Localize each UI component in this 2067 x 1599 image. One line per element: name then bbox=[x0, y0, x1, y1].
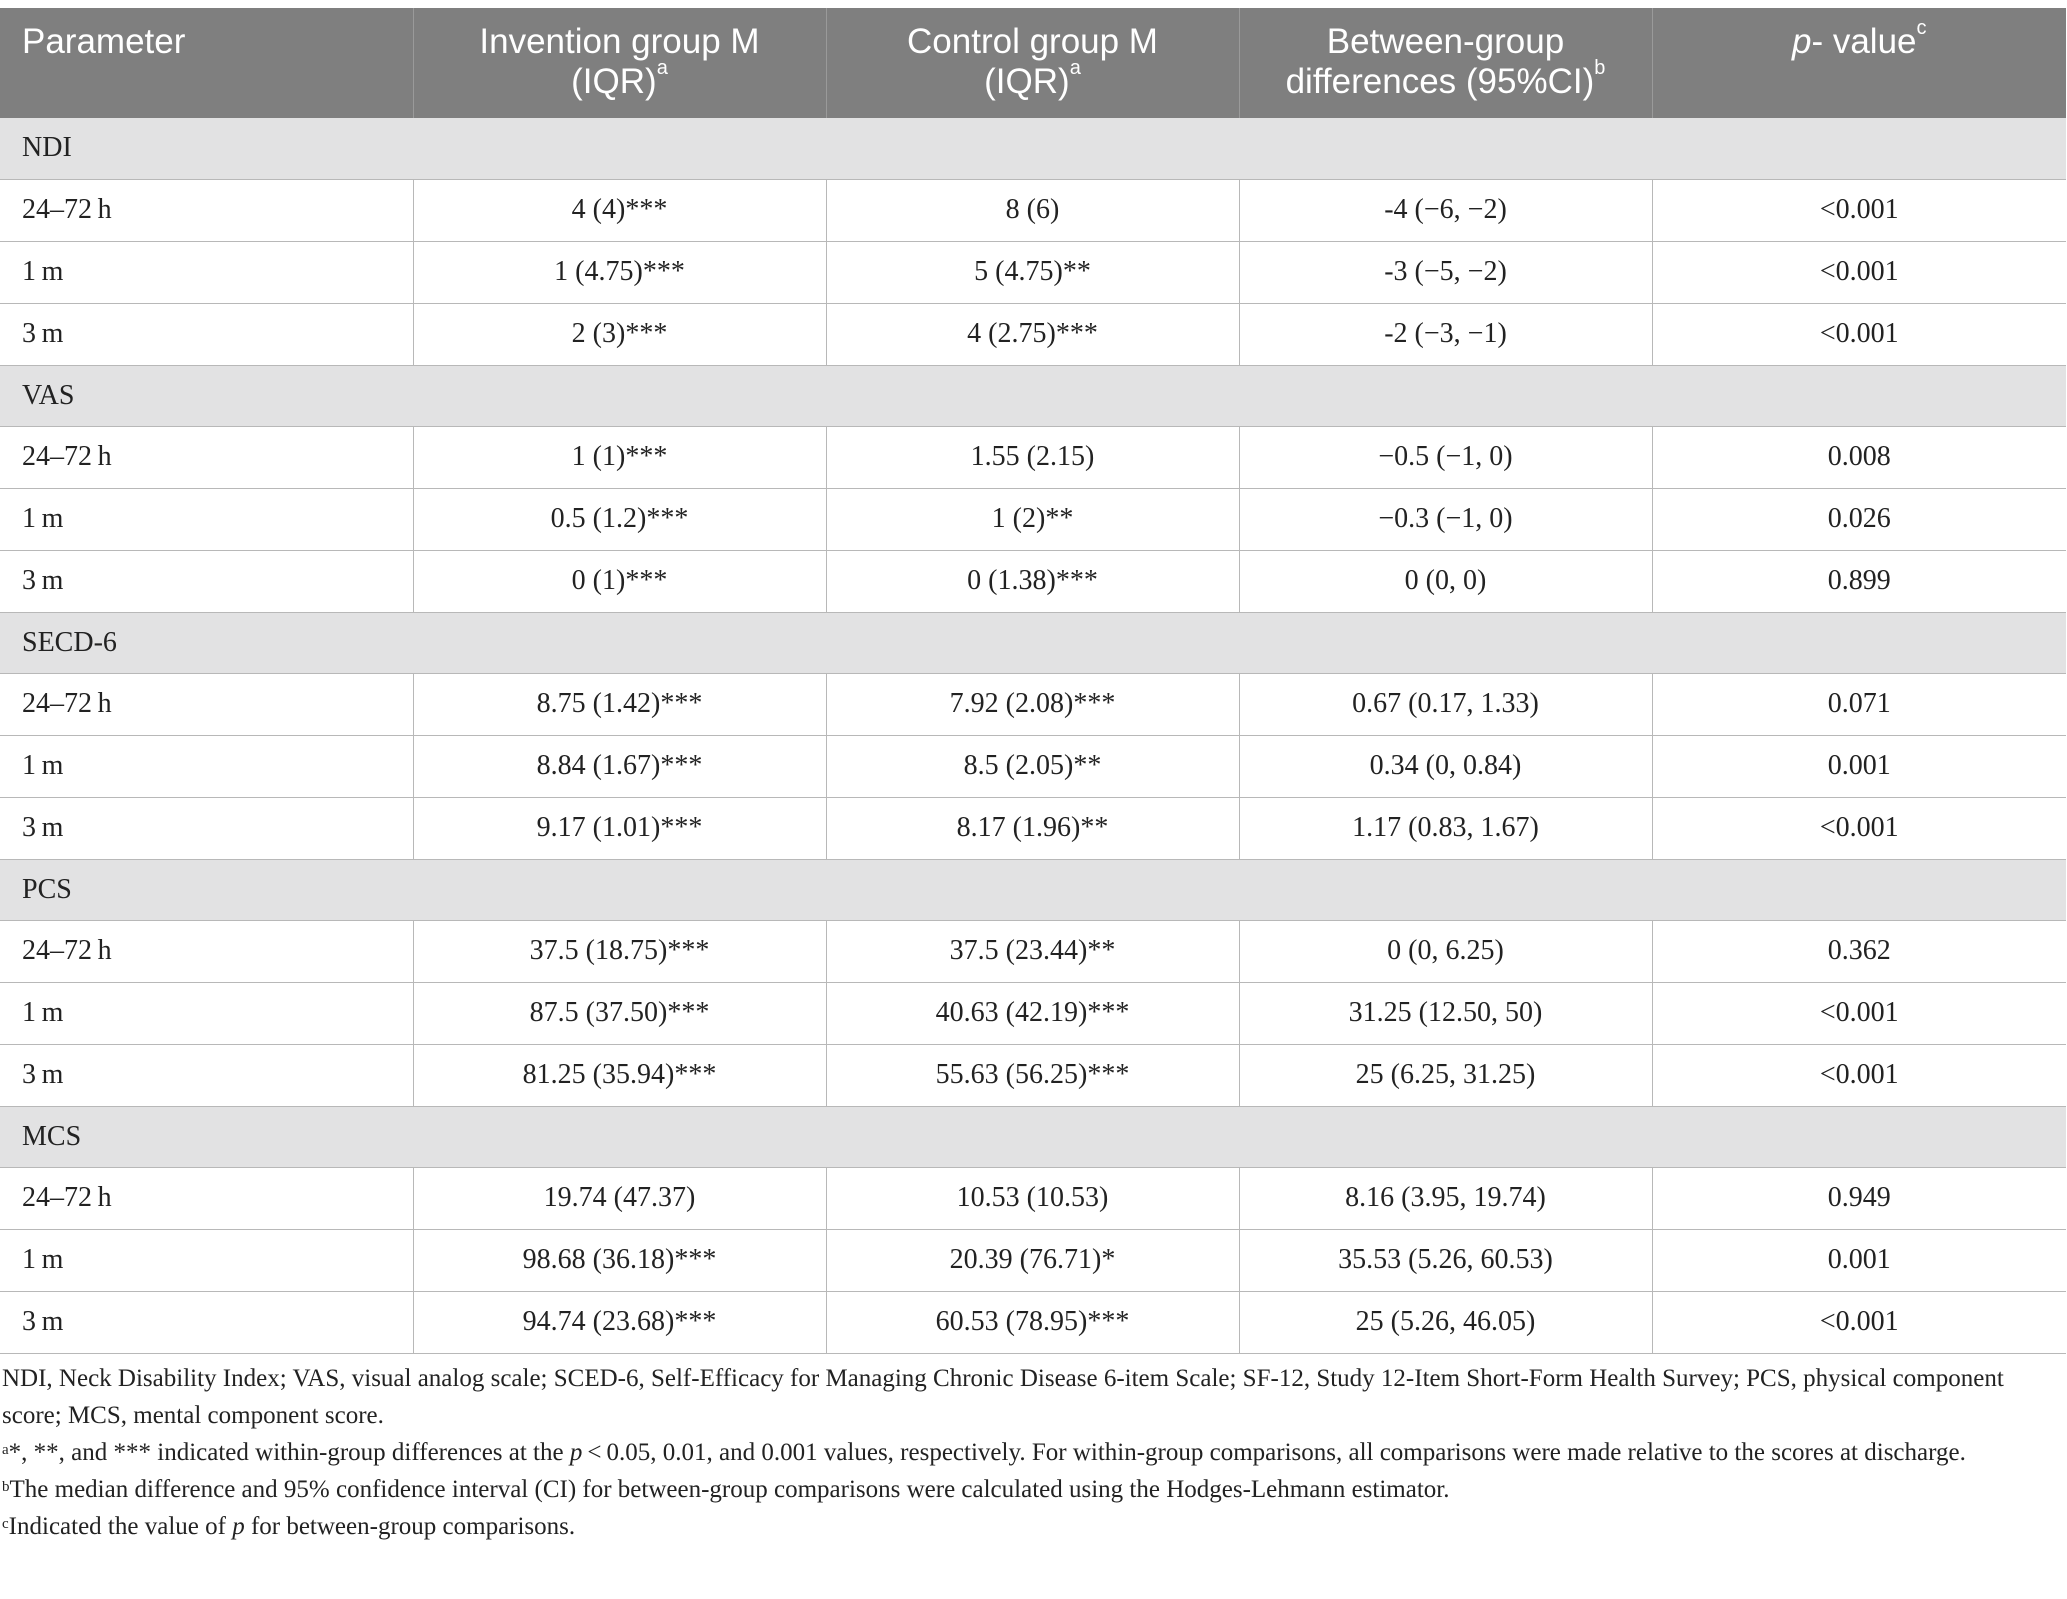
cell-difference: 1.17 (0.83, 1.67) bbox=[1239, 797, 1652, 859]
cell-parameter: 3 m bbox=[0, 797, 413, 859]
cell-p-value: 0.362 bbox=[1652, 920, 2066, 982]
cell-difference: 0 (0, 0) bbox=[1239, 550, 1652, 612]
cell-p-value: 0.001 bbox=[1652, 1229, 2066, 1291]
table-body bbox=[0, 118, 2066, 1353]
cell-difference: −0.5 (−1, 0) bbox=[1239, 426, 1652, 488]
cell-control: 55.63 (56.25)*** bbox=[826, 1044, 1239, 1106]
table-row bbox=[0, 488, 2066, 550]
cell-p-value: <0.001 bbox=[1652, 241, 2066, 303]
table-header bbox=[0, 8, 2066, 118]
cell-control: 40.63 (42.19)*** bbox=[826, 982, 1239, 1044]
cell-control: 1 (2)** bbox=[826, 488, 1239, 550]
table-row bbox=[0, 1044, 2066, 1106]
cell-difference: 25 (6.25, 31.25) bbox=[1239, 1044, 1652, 1106]
table-row bbox=[0, 673, 2066, 735]
section-row bbox=[0, 118, 2066, 179]
cell-parameter: 1 m bbox=[0, 735, 413, 797]
footnote-c: $^c$Indicated the value of p for between-group comparisons. bbox=[2, 1513, 576, 1540]
cell-parameter: 3 m bbox=[0, 1291, 413, 1353]
cell-invention: 0.5 (1.2)*** bbox=[413, 488, 826, 550]
table-row bbox=[0, 241, 2066, 303]
cell-invention: 98.68 (36.18)*** bbox=[413, 1229, 826, 1291]
cell-parameter: 24–72 h bbox=[0, 179, 413, 241]
header-parameter: Parameter bbox=[0, 8, 413, 118]
cell-difference: −0.3 (−1, 0) bbox=[1239, 488, 1652, 550]
cell-control: 8 (6) bbox=[826, 179, 1239, 241]
cell-p-value: <0.001 bbox=[1652, 1291, 2066, 1353]
cell-invention: 94.74 (23.68)*** bbox=[413, 1291, 826, 1353]
cell-invention: 1 (1)*** bbox=[413, 426, 826, 488]
section-row bbox=[0, 1106, 2066, 1167]
cell-parameter: 1 m bbox=[0, 982, 413, 1044]
header-control-group: Control group M (IQR)$^a$ bbox=[826, 8, 1239, 118]
section-label: PCS bbox=[0, 859, 2066, 920]
cell-control: 0 (1.38)*** bbox=[826, 550, 1239, 612]
table-row bbox=[0, 179, 2066, 241]
table-row bbox=[0, 1291, 2066, 1353]
table-row bbox=[0, 920, 2066, 982]
footnote-abbreviations: NDI, Neck Disability Index; VAS, visual analog scale; SCED-6, Self-Efficacy for Managing Chronic Disease 6-item Scale; SF-12, Study 12-Item Short-Form Health Survey; PCS, physical component score; MCS, mental component score. bbox=[2, 1365, 2004, 1429]
cell-p-value: 0.899 bbox=[1652, 550, 2066, 612]
cell-difference: 0.67 (0.17, 1.33) bbox=[1239, 673, 1652, 735]
section-row bbox=[0, 612, 2066, 673]
cell-parameter: 3 m bbox=[0, 1044, 413, 1106]
cell-p-value: <0.001 bbox=[1652, 303, 2066, 365]
cell-difference: 0 (0, 6.25) bbox=[1239, 920, 1652, 982]
cell-control: 20.39 (76.71)* bbox=[826, 1229, 1239, 1291]
cell-parameter: 1 m bbox=[0, 241, 413, 303]
cell-control: 4 (2.75)*** bbox=[826, 303, 1239, 365]
cell-invention: 8.84 (1.67)*** bbox=[413, 735, 826, 797]
table-row bbox=[0, 982, 2066, 1044]
cell-control: 8.17 (1.96)** bbox=[826, 797, 1239, 859]
cell-p-value: 0.071 bbox=[1652, 673, 2066, 735]
section-label: MCS bbox=[0, 1106, 2066, 1167]
table-row bbox=[0, 303, 2066, 365]
cell-difference: 35.53 (5.26, 60.53) bbox=[1239, 1229, 1652, 1291]
cell-p-value: <0.001 bbox=[1652, 179, 2066, 241]
cell-invention: 37.5 (18.75)*** bbox=[413, 920, 826, 982]
section-row bbox=[0, 859, 2066, 920]
cell-parameter: 24–72 h bbox=[0, 920, 413, 982]
cell-invention: 81.25 (35.94)*** bbox=[413, 1044, 826, 1106]
cell-invention: 9.17 (1.01)*** bbox=[413, 797, 826, 859]
cell-parameter: 24–72 h bbox=[0, 673, 413, 735]
results-table bbox=[0, 8, 2066, 1354]
cell-control: 60.53 (78.95)*** bbox=[826, 1291, 1239, 1353]
cell-control: 10.53 (10.53) bbox=[826, 1167, 1239, 1229]
cell-invention: 19.74 (47.37) bbox=[413, 1167, 826, 1229]
cell-invention: 87.5 (37.50)*** bbox=[413, 982, 826, 1044]
table-row bbox=[0, 426, 2066, 488]
footnote-a: $^a$*, **, and *** indicated within-group differences at the p < 0.05, 0.01, and 0.001 values, respectively. For within-group comparisons, all comparisons were made relative to the scores at discharge. bbox=[2, 1439, 1966, 1466]
cell-difference: -2 (−3, −1) bbox=[1239, 303, 1652, 365]
cell-difference: 8.16 (3.95, 19.74) bbox=[1239, 1167, 1652, 1229]
cell-control: 7.92 (2.08)*** bbox=[826, 673, 1239, 735]
cell-parameter: 24–72 h bbox=[0, 426, 413, 488]
header-p-value: p- value$^c$ bbox=[1652, 8, 2066, 118]
cell-control: 1.55 (2.15) bbox=[826, 426, 1239, 488]
header-between-group: Between-group differences $(95\%CI)^b$ bbox=[1239, 8, 1652, 118]
cell-parameter: 1 m bbox=[0, 488, 413, 550]
section-label: SECD-6 bbox=[0, 612, 2066, 673]
cell-control: 37.5 (23.44)** bbox=[826, 920, 1239, 982]
cell-invention: 4 (4)*** bbox=[413, 179, 826, 241]
table-row bbox=[0, 1229, 2066, 1291]
header-invention-group: Invention group M (IQR)$^a$ bbox=[413, 8, 826, 118]
cell-parameter: 3 m bbox=[0, 550, 413, 612]
cell-difference: 25 (5.26, 46.05) bbox=[1239, 1291, 1652, 1353]
section-label: NDI bbox=[0, 118, 2066, 179]
cell-difference: -4 (−6, −2) bbox=[1239, 179, 1652, 241]
cell-invention: 8.75 (1.42)*** bbox=[413, 673, 826, 735]
cell-invention: 1 (4.75)*** bbox=[413, 241, 826, 303]
cell-invention: 0 (1)*** bbox=[413, 550, 826, 612]
cell-p-value: 0.008 bbox=[1652, 426, 2066, 488]
section-row bbox=[0, 365, 2066, 426]
cell-parameter: 3 m bbox=[0, 303, 413, 365]
cell-p-value: <0.001 bbox=[1652, 1044, 2066, 1106]
cell-difference: 0.34 (0, 0.84) bbox=[1239, 735, 1652, 797]
cell-p-value: <0.001 bbox=[1652, 982, 2066, 1044]
section-label: VAS bbox=[0, 365, 2066, 426]
table-row bbox=[0, 735, 2066, 797]
table-row bbox=[0, 1167, 2066, 1229]
cell-control: 8.5 (2.05)** bbox=[826, 735, 1239, 797]
cell-control: 5 (4.75)** bbox=[826, 241, 1239, 303]
cell-parameter: 1 m bbox=[0, 1229, 413, 1291]
cell-p-value: 0.001 bbox=[1652, 735, 2066, 797]
cell-difference: -3 (−5, −2) bbox=[1239, 241, 1652, 303]
table-footnotes bbox=[2, 1360, 2052, 1545]
cell-p-value: 0.949 bbox=[1652, 1167, 2066, 1229]
table-row bbox=[0, 797, 2066, 859]
cell-difference: 31.25 (12.50, 50) bbox=[1239, 982, 1652, 1044]
cell-p-value: 0.026 bbox=[1652, 488, 2066, 550]
footnote-b: $^b$The median difference and 95% confidence interval (CI) for between-group comparisons were calculated using the Hodges-Lehmann estimator. bbox=[2, 1476, 1450, 1503]
cell-invention: 2 (3)*** bbox=[413, 303, 826, 365]
cell-p-value: <0.001 bbox=[1652, 797, 2066, 859]
table-row bbox=[0, 550, 2066, 612]
cell-parameter: 24–72 h bbox=[0, 1167, 413, 1229]
